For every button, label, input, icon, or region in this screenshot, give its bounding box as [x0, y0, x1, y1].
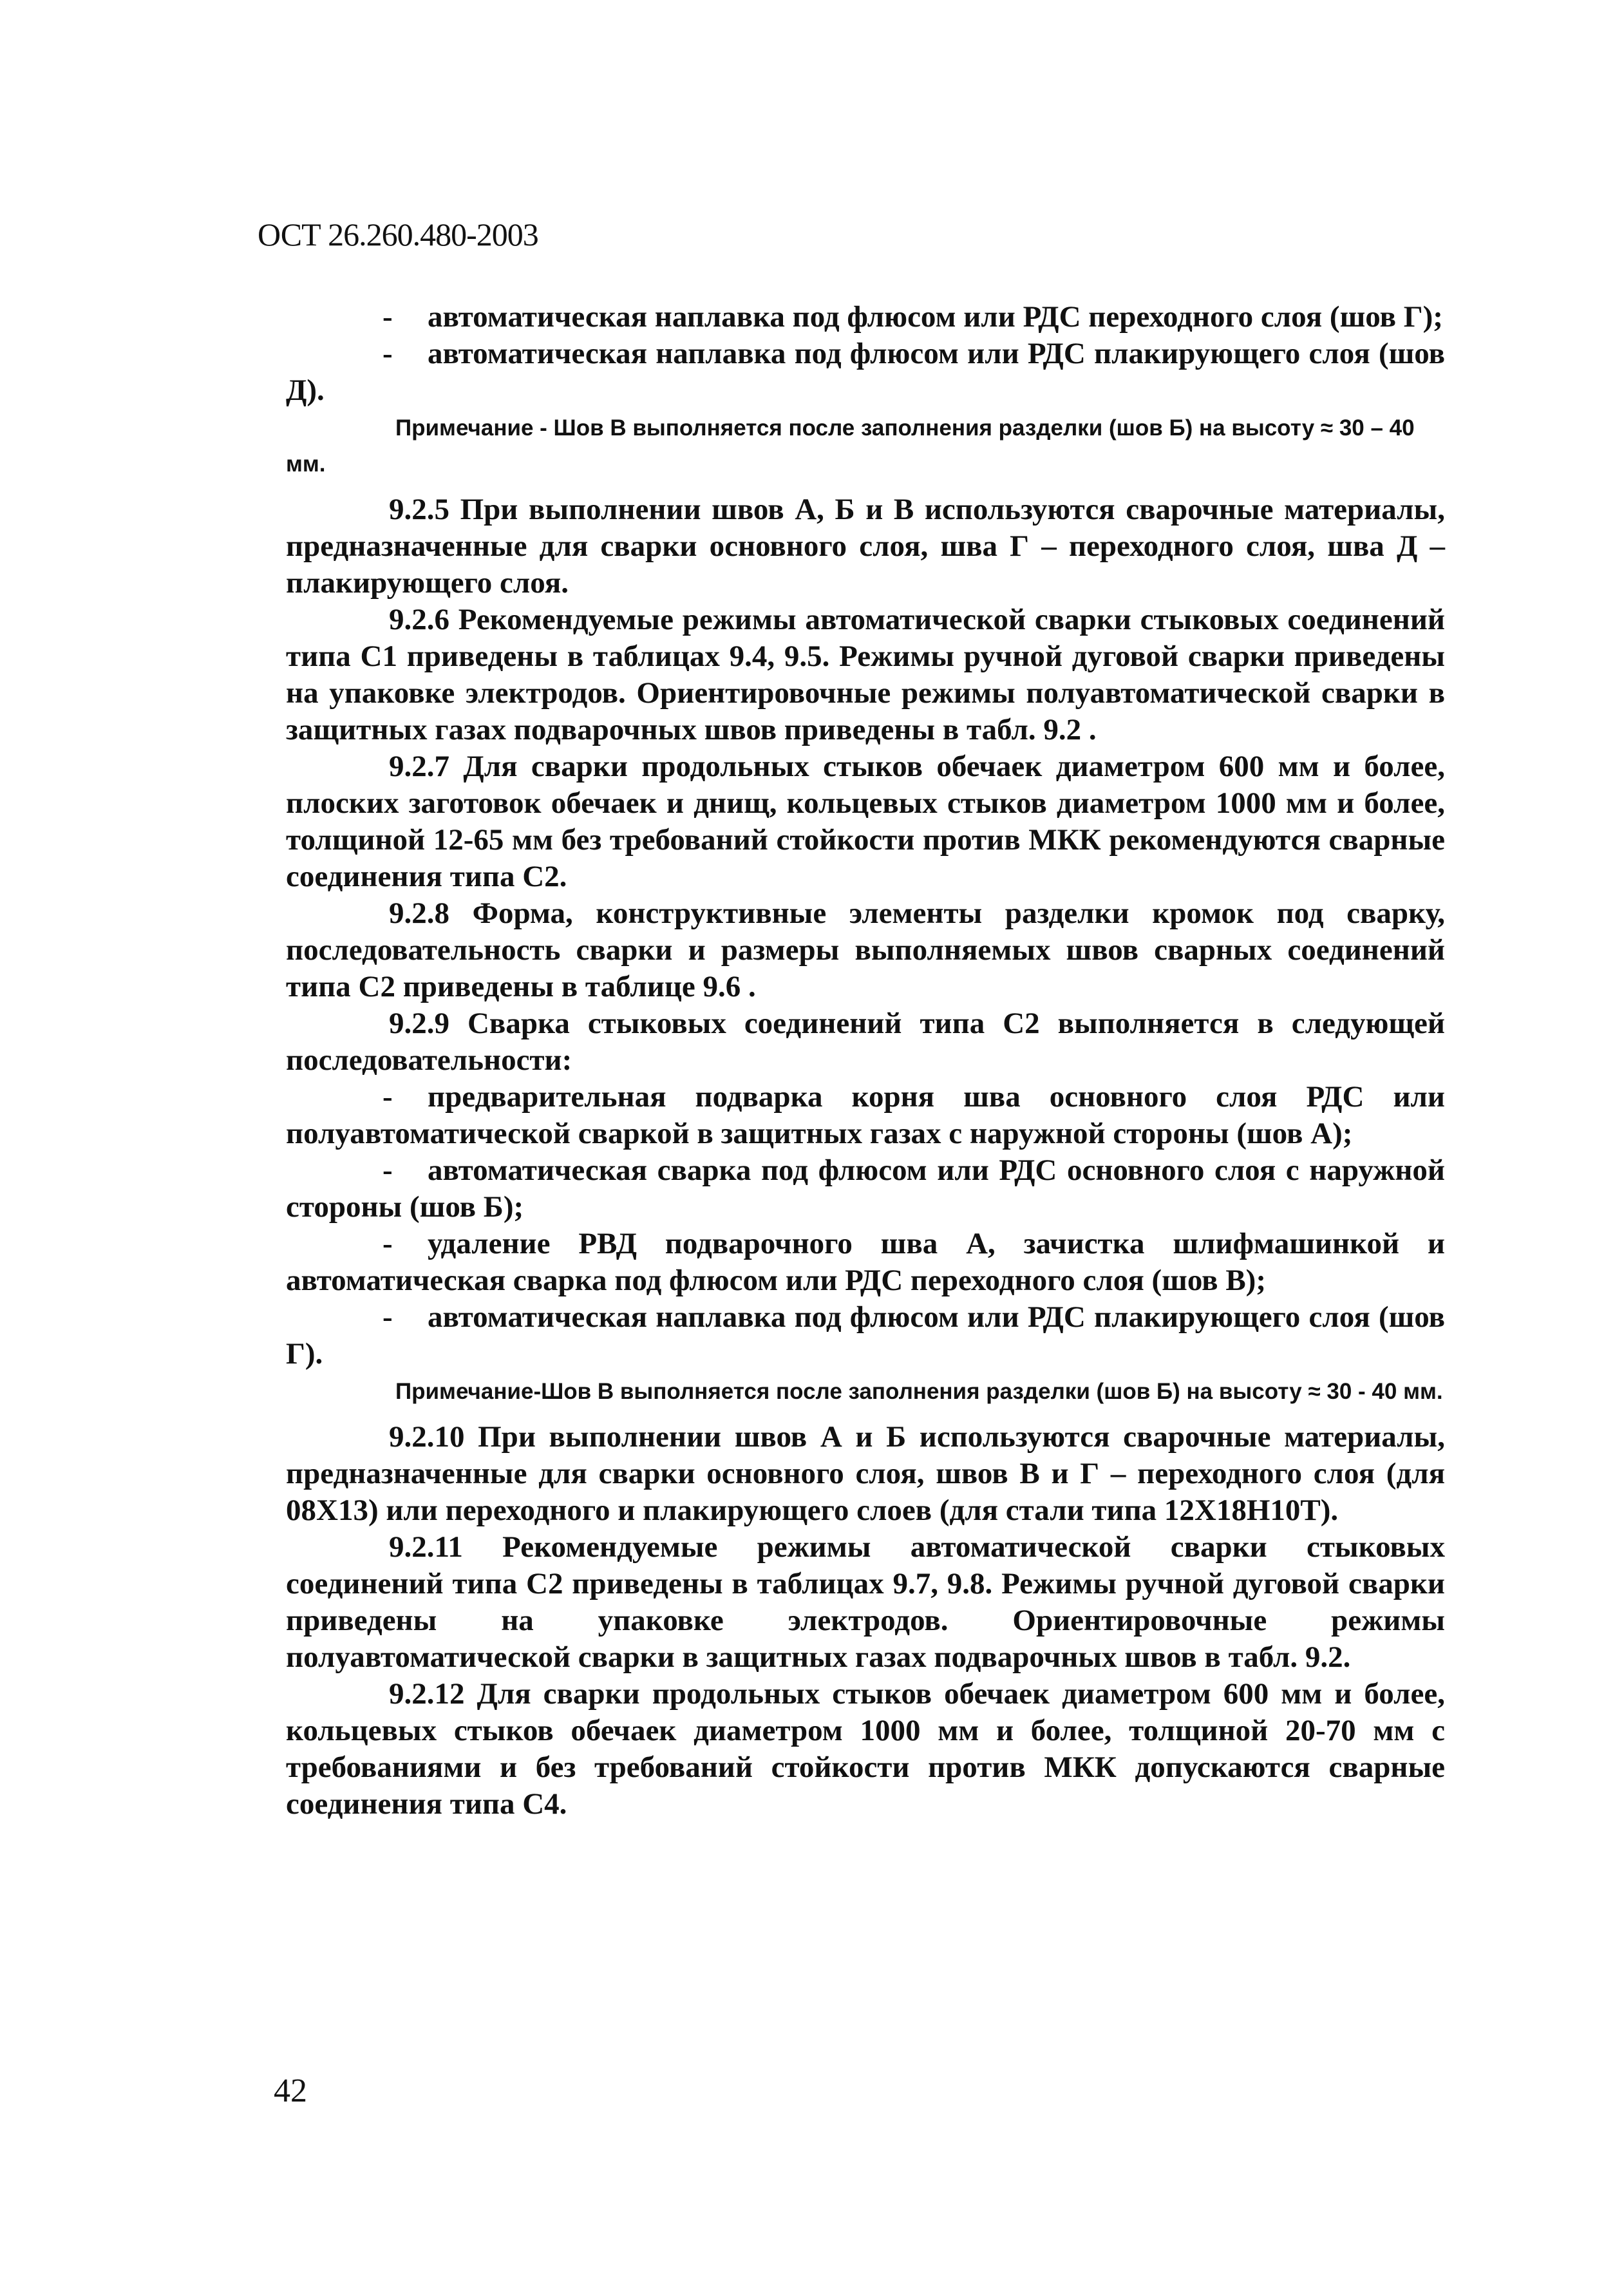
- list-item: [286, 1299, 1445, 1372]
- page-number: 42: [274, 2073, 307, 2109]
- list-item-text: удаление РВД подварочного шва А, зачистка шлифмашинкой и автоматическая сварка под флюсом или РДС переходного слоя (шов В);: [286, 1227, 1445, 1297]
- paragraph-9-2-8: 9.2.8 Форма, конструктивные элементы разделки кромок под сварку, последовательность сварки и размеры выполняемых швов сварных соединений типа С2 приведены в таблице 9.6 .: [286, 897, 1445, 1003]
- list-item: [286, 336, 1445, 409]
- paragraph-9-2-7: 9.2.7 Для сварки продольных стыков обечаек диаметром 600 мм и более, плоских заготовок обечаек и днищ, кольцевых стыков диаметром 1000 мм и более, толщиной 12-65 мм без требований стойкости против МКК рекомендуются сварные соединения типа С2.: [286, 750, 1445, 893]
- paragraph-9-2-11: 9.2.11 Рекомендуемые режимы автоматической сварки стыковых соединений типа С2 приведены в таблицах 9.7, 9.8. Режимы ручной дуговой сварки приведены на упаковке электродов. Ориентировочные режимы полуавтоматической сварки в защитных газах подварочных швов в табл. 9.2.: [286, 1530, 1445, 1674]
- list-item: [286, 1152, 1445, 1226]
- list-dash: -: [382, 337, 393, 370]
- paragraph-9-2-9: 9.2.9 Сварка стыковых соединений типа С2 выполняется в следующей последовательности:: [286, 1007, 1445, 1077]
- list-item-text: автоматическая наплавка под флюсом или РДС переходного слоя (шов Г);: [428, 300, 1443, 334]
- paragraph-9-2-6: 9.2.6 Рекомендуемые режимы автоматической сварки стыковых соединений типа С1 приведены в таблицах 9.4, 9.5. Режимы ручной дуговой сварки приведены на упаковке электродов. Ориентировочные режимы полуавтоматической сварки в защитных газах подварочных швов приведены в табл. 9.2 .: [286, 603, 1445, 746]
- document-body: [286, 299, 1445, 1823]
- paragraph-9-2-10: 9.2.10 При выполнении швов А и Б используются сварочные материалы, предназначенные для сварки основного слоя, швов В и Г – переходного слоя (для 08Х13) или переходного и плакирующего слоев (для стали типа 12Х18Н10Т).: [286, 1420, 1445, 1527]
- note-paragraph: Примечание - Шов В выполняется после заполнения разделки (шов Б) на высоту ≈ 30 – 40 мм.: [286, 415, 1415, 477]
- paragraph-9-2-12: 9.2.12 Для сварки продольных стыков обечаек диаметром 600 мм и более, кольцевых стыков обечаек диаметром 1000 мм и более, толщиной 20-70 мм с требованиями и без требований стойкости против МКК допускаются сварные соединения типа С4.: [286, 1677, 1445, 1821]
- list-dash: -: [382, 1300, 393, 1334]
- paragraph-9-2-5: 9.2.5 При выполнении швов А, Б и В используются сварочные материалы, предназначенные для сварки основного слоя, шва Г – переходного слоя, шва Д – плакирующего слоя.: [286, 493, 1445, 600]
- list-dash: -: [382, 1227, 393, 1260]
- list-dash: -: [382, 300, 393, 334]
- list-item: [286, 299, 1445, 336]
- list-item-text: автоматическая наплавка под флюсом или РДС плакирующего слоя (шов Г).: [286, 1300, 1445, 1371]
- list-item: [286, 1079, 1445, 1152]
- list-item-text: предварительная подварка корня шва основного слоя РДС или полуавтоматической сваркой в защитных газах с наружной стороны (шов А);: [286, 1080, 1445, 1150]
- note-paragraph: Примечание-Шов В выполняется после заполнения разделки (шов Б) на высоту ≈ 30 - 40 мм.: [395, 1379, 1443, 1404]
- list-dash: -: [382, 1153, 393, 1187]
- list-dash: -: [382, 1080, 393, 1114]
- list-item-text: автоматическая наплавка под флюсом или РДС плакирующего слоя (шов Д).: [286, 337, 1445, 407]
- list-item: [286, 1226, 1445, 1299]
- list-item-text: автоматическая сварка под флюсом или РДС основного слоя с наружной стороны (шов Б);: [286, 1153, 1445, 1224]
- document-code-header: ОСТ 26.260.480-2003: [258, 216, 538, 252]
